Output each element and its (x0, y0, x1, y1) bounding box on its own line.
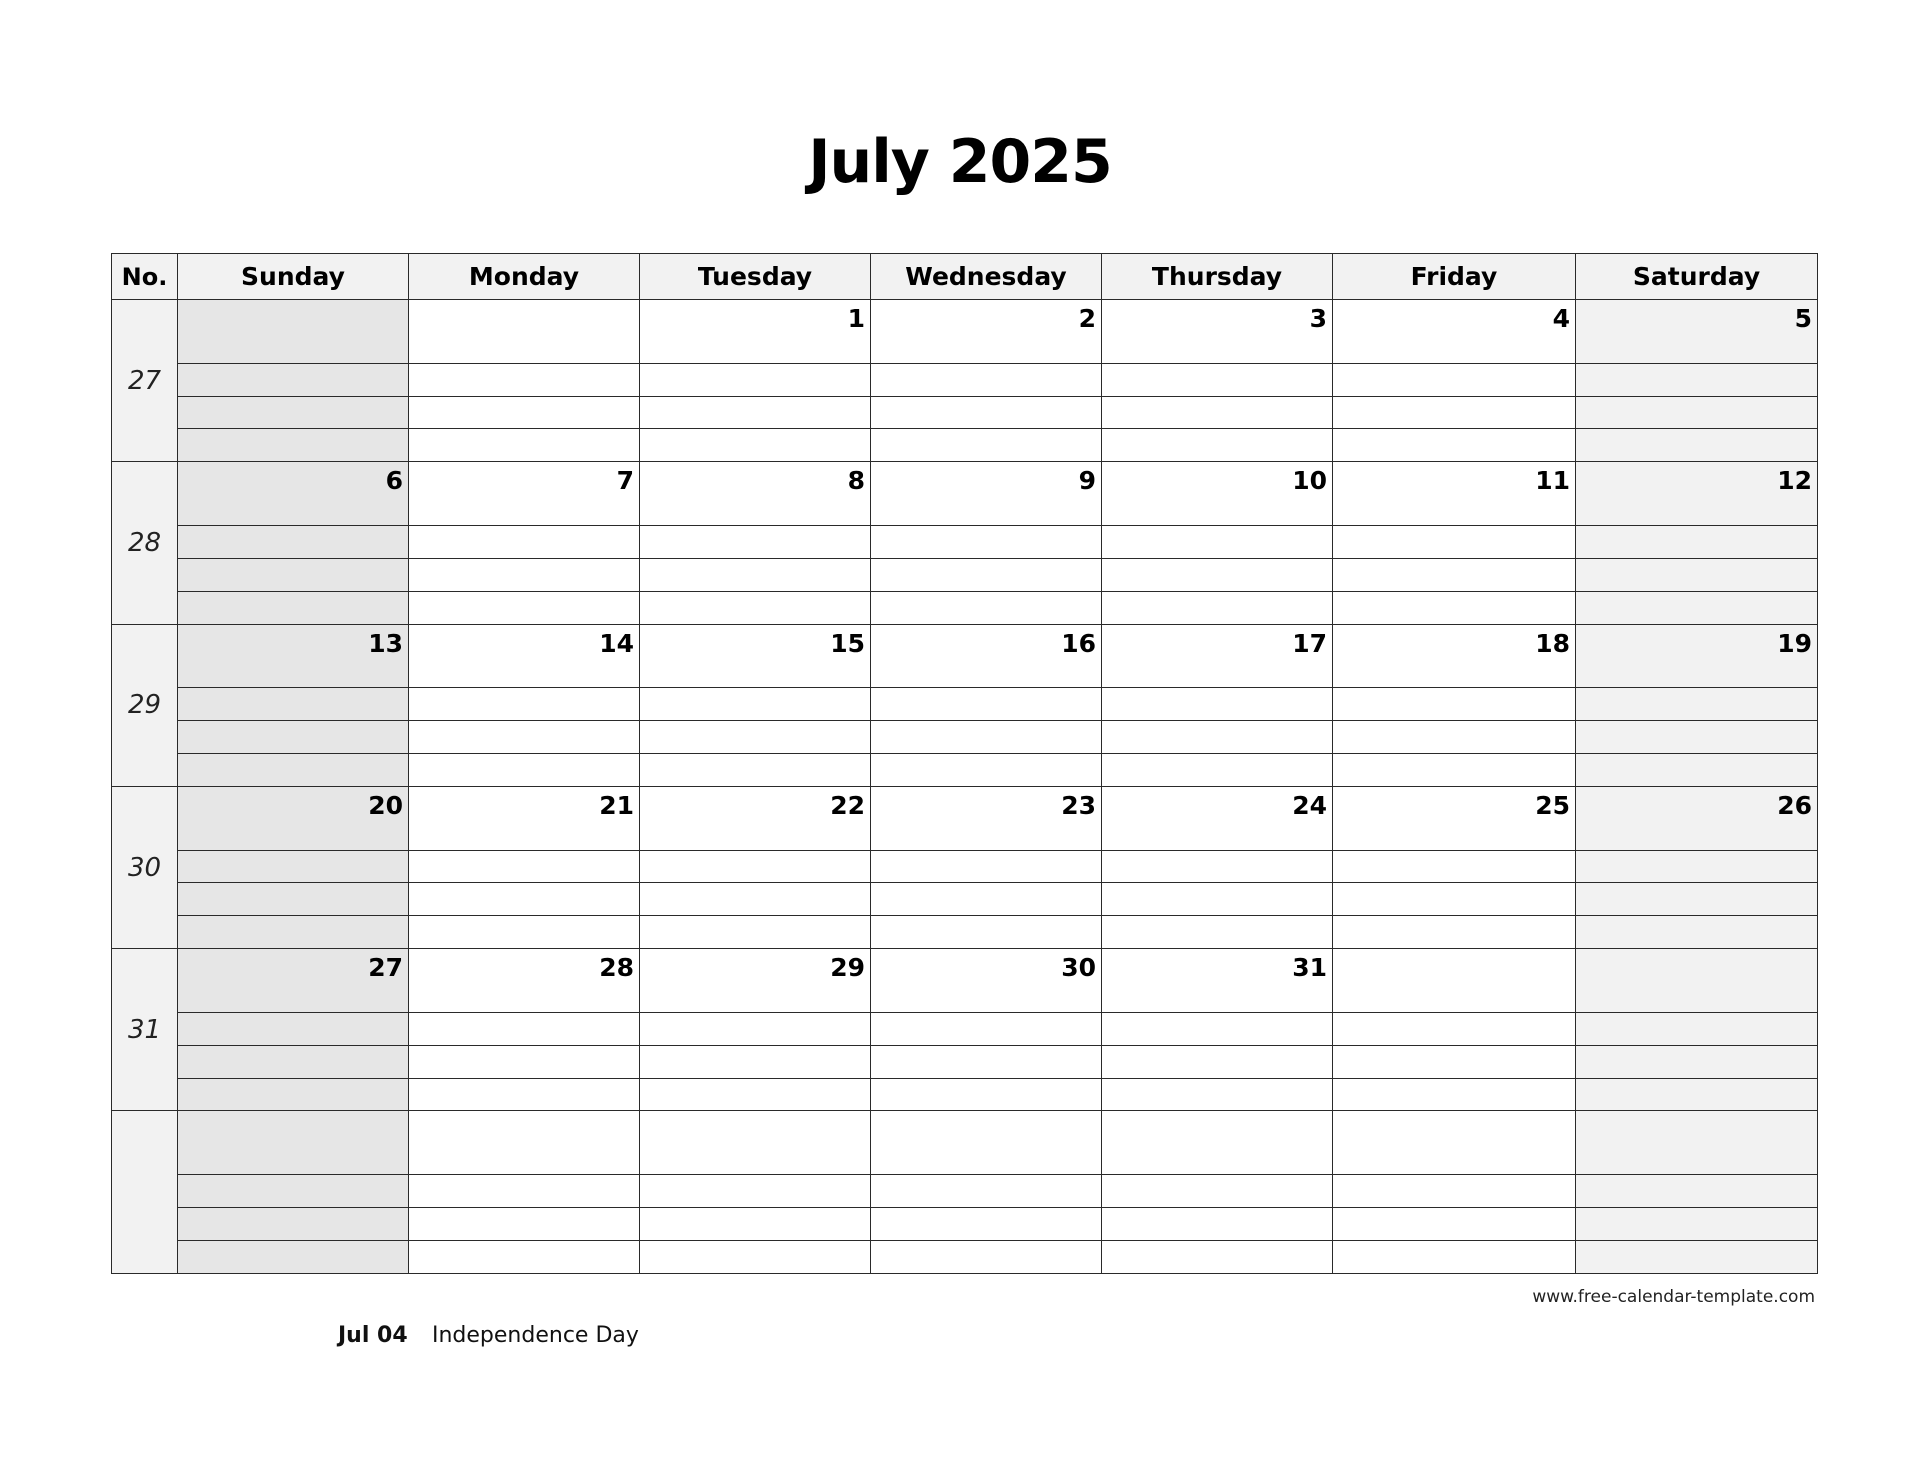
note-line[interactable] (178, 1175, 409, 1208)
day-cell-saturday[interactable]: 26 (1576, 786, 1818, 850)
note-line[interactable] (871, 558, 1102, 591)
note-line[interactable] (1333, 883, 1576, 916)
note-line[interactable] (178, 916, 409, 949)
day-cell-friday[interactable]: 4 (1333, 300, 1576, 364)
note-line[interactable] (871, 1208, 1102, 1241)
note-line[interactable] (871, 1175, 1102, 1208)
note-line[interactable] (640, 363, 871, 396)
day-cell-friday[interactable] (1333, 949, 1576, 1013)
week-row (112, 300, 1818, 364)
day-cell-saturday[interactable] (1576, 949, 1818, 1013)
note-line[interactable] (1576, 526, 1818, 559)
note-line[interactable] (178, 1078, 409, 1111)
note-line-row (112, 1045, 1818, 1078)
day-cell-thursday[interactable] (1102, 1111, 1333, 1175)
day-cell-friday[interactable]: 11 (1333, 462, 1576, 526)
note-line[interactable] (1333, 916, 1576, 949)
note-line[interactable] (409, 1012, 640, 1045)
holiday-name: Independence Day (432, 1323, 639, 1348)
day-cell-saturday[interactable]: 19 (1576, 624, 1818, 688)
note-line[interactable] (1576, 396, 1818, 429)
note-line[interactable] (1576, 429, 1818, 462)
day-cell-wednesday[interactable]: 30 (871, 949, 1102, 1013)
day-cell-wednesday[interactable]: 16 (871, 624, 1102, 688)
header-monday: Monday (409, 254, 640, 300)
header-friday: Friday (1333, 254, 1576, 300)
day-cell-thursday[interactable]: 31 (1102, 949, 1333, 1013)
note-line[interactable] (1576, 1175, 1818, 1208)
day-cell-monday[interactable]: 21 (409, 786, 640, 850)
note-line[interactable] (640, 1240, 871, 1273)
note-line[interactable] (178, 526, 409, 559)
note-line[interactable] (871, 850, 1102, 883)
website-url: www.free-calendar-template.com (1532, 1287, 1815, 1307)
note-line[interactable] (1102, 1175, 1333, 1208)
note-line[interactable] (1333, 1208, 1576, 1241)
day-cell-tuesday[interactable]: 22 (640, 786, 871, 850)
note-line[interactable] (178, 1012, 409, 1045)
day-cell-monday[interactable] (409, 1111, 640, 1175)
day-cell-tuesday[interactable]: 15 (640, 624, 871, 688)
week-row (112, 624, 1818, 688)
note-line[interactable] (640, 721, 871, 754)
note-line[interactable] (871, 754, 1102, 787)
week-row (112, 1111, 1818, 1175)
note-line[interactable] (1102, 1078, 1333, 1111)
note-line-row (112, 850, 1818, 883)
day-cell-sunday[interactable] (178, 300, 409, 364)
note-line[interactable] (1333, 526, 1576, 559)
note-line[interactable] (640, 1208, 871, 1241)
note-line[interactable] (409, 591, 640, 624)
note-line-row (112, 558, 1818, 591)
header-wednesday: Wednesday (871, 254, 1102, 300)
note-line[interactable] (1102, 429, 1333, 462)
note-line-row (112, 1078, 1818, 1111)
note-line[interactable] (409, 363, 640, 396)
day-cell-sunday[interactable]: 6 (178, 462, 409, 526)
note-line[interactable] (640, 1175, 871, 1208)
note-line-row (112, 754, 1818, 787)
day-cell-sunday[interactable] (178, 1111, 409, 1175)
note-line[interactable] (640, 1078, 871, 1111)
note-line[interactable] (640, 916, 871, 949)
day-cell-friday[interactable] (1333, 1111, 1576, 1175)
note-line-row (112, 916, 1818, 949)
note-line-row (112, 526, 1818, 559)
note-line[interactable] (871, 1240, 1102, 1273)
note-line[interactable] (871, 721, 1102, 754)
day-cell-monday[interactable] (409, 300, 640, 364)
day-cell-monday[interactable]: 7 (409, 462, 640, 526)
day-cell-sunday[interactable]: 27 (178, 949, 409, 1013)
note-line[interactable] (640, 558, 871, 591)
week-number: 29 (112, 624, 178, 786)
note-line-row (112, 1240, 1818, 1273)
week-number: 31 (112, 949, 178, 1111)
day-cell-thursday[interactable]: 10 (1102, 462, 1333, 526)
note-line[interactable] (178, 850, 409, 883)
note-line[interactable] (1333, 1012, 1576, 1045)
note-line[interactable] (640, 1012, 871, 1045)
header-tuesday: Tuesday (640, 254, 871, 300)
day-cell-wednesday[interactable]: 23 (871, 786, 1102, 850)
calendar-title: July 2025 (808, 127, 1112, 197)
note-line[interactable] (1333, 721, 1576, 754)
note-line[interactable] (1102, 688, 1333, 721)
note-line[interactable] (640, 429, 871, 462)
note-line[interactable] (1333, 429, 1576, 462)
note-line[interactable] (409, 883, 640, 916)
note-line[interactable] (409, 916, 640, 949)
note-line[interactable] (1102, 850, 1333, 883)
note-line[interactable] (1576, 721, 1818, 754)
week-number: 28 (112, 462, 178, 624)
note-line[interactable] (1333, 1240, 1576, 1273)
note-line[interactable] (640, 396, 871, 429)
note-line[interactable] (409, 396, 640, 429)
note-line[interactable] (1333, 1175, 1576, 1208)
day-cell-friday[interactable]: 18 (1333, 624, 1576, 688)
day-cell-thursday[interactable]: 3 (1102, 300, 1333, 364)
note-line[interactable] (1333, 688, 1576, 721)
note-line[interactable] (1102, 883, 1333, 916)
note-line[interactable] (409, 1208, 640, 1241)
note-line[interactable] (640, 526, 871, 559)
note-line-row (112, 1012, 1818, 1045)
header-week-number: No. (112, 254, 178, 300)
note-line[interactable] (1576, 558, 1818, 591)
note-line-row (112, 1208, 1818, 1241)
note-line-row (112, 721, 1818, 754)
note-line[interactable] (640, 754, 871, 787)
note-line-row (112, 396, 1818, 429)
day-cell-sunday[interactable]: 13 (178, 624, 409, 688)
day-cell-tuesday[interactable]: 1 (640, 300, 871, 364)
week-number: 30 (112, 786, 178, 948)
day-cell-friday[interactable]: 25 (1333, 786, 1576, 850)
note-line[interactable] (409, 754, 640, 787)
day-cell-monday[interactable]: 14 (409, 624, 640, 688)
note-line[interactable] (1102, 1012, 1333, 1045)
note-line[interactable] (178, 429, 409, 462)
note-line[interactable] (409, 1078, 640, 1111)
note-line[interactable] (1102, 754, 1333, 787)
note-line[interactable] (409, 1045, 640, 1078)
note-line[interactable] (1102, 396, 1333, 429)
note-line[interactable] (1576, 1078, 1818, 1111)
header-row (112, 254, 1818, 300)
note-line[interactable] (640, 1045, 871, 1078)
note-line-row (112, 1175, 1818, 1208)
note-line[interactable] (409, 850, 640, 883)
note-line[interactable] (1333, 363, 1576, 396)
note-line[interactable] (871, 1045, 1102, 1078)
note-line[interactable] (178, 883, 409, 916)
header-saturday: Saturday (1576, 254, 1818, 300)
note-line[interactable] (178, 591, 409, 624)
week-row (112, 786, 1818, 850)
note-line[interactable] (409, 1175, 640, 1208)
note-line-row (112, 591, 1818, 624)
note-line[interactable] (178, 754, 409, 787)
note-line[interactable] (1576, 591, 1818, 624)
note-line[interactable] (1576, 850, 1818, 883)
note-line[interactable] (871, 916, 1102, 949)
day-cell-saturday[interactable]: 5 (1576, 300, 1818, 364)
note-line[interactable] (1333, 850, 1576, 883)
day-cell-monday[interactable]: 28 (409, 949, 640, 1013)
note-line[interactable] (178, 1208, 409, 1241)
note-line[interactable] (1333, 591, 1576, 624)
note-line-row (112, 429, 1818, 462)
note-line[interactable] (178, 1045, 409, 1078)
day-cell-wednesday[interactable]: 9 (871, 462, 1102, 526)
note-line[interactable] (871, 688, 1102, 721)
note-line[interactable] (1102, 1208, 1333, 1241)
header-thursday: Thursday (1102, 254, 1333, 300)
note-line[interactable] (178, 1240, 409, 1273)
note-line[interactable] (1576, 1240, 1818, 1273)
note-line[interactable] (871, 1078, 1102, 1111)
week-number (112, 1111, 178, 1274)
note-line[interactable] (871, 526, 1102, 559)
note-line[interactable] (1102, 363, 1333, 396)
note-line[interactable] (1333, 754, 1576, 787)
calendar-grid (111, 253, 1818, 1274)
note-line[interactable] (409, 526, 640, 559)
day-cell-saturday[interactable]: 12 (1576, 462, 1818, 526)
note-line[interactable] (409, 688, 640, 721)
note-line[interactable] (1102, 1240, 1333, 1273)
note-line[interactable] (871, 883, 1102, 916)
note-line-row (112, 363, 1818, 396)
note-line-row (112, 883, 1818, 916)
note-line[interactable] (1102, 526, 1333, 559)
note-line[interactable] (1102, 558, 1333, 591)
note-line[interactable] (1576, 363, 1818, 396)
note-line[interactable] (1576, 883, 1818, 916)
day-cell-tuesday[interactable]: 8 (640, 462, 871, 526)
note-line[interactable] (1576, 1045, 1818, 1078)
day-cell-wednesday[interactable] (871, 1111, 1102, 1175)
note-line[interactable] (871, 363, 1102, 396)
note-line-row (112, 688, 1818, 721)
note-line[interactable] (1333, 396, 1576, 429)
note-line[interactable] (409, 558, 640, 591)
note-line[interactable] (409, 1240, 640, 1273)
holiday-date: Jul 04 (338, 1323, 408, 1348)
note-line[interactable] (1102, 1045, 1333, 1078)
note-line[interactable] (178, 558, 409, 591)
note-line[interactable] (871, 396, 1102, 429)
note-line[interactable] (1576, 754, 1818, 787)
day-cell-saturday[interactable] (1576, 1111, 1818, 1175)
note-line[interactable] (640, 850, 871, 883)
week-number: 27 (112, 300, 178, 462)
note-line[interactable] (640, 883, 871, 916)
note-line[interactable] (640, 688, 871, 721)
note-line[interactable] (640, 591, 871, 624)
day-cell-tuesday[interactable]: 29 (640, 949, 871, 1013)
note-line[interactable] (1102, 916, 1333, 949)
day-cell-tuesday[interactable] (640, 1111, 871, 1175)
day-cell-thursday[interactable]: 17 (1102, 624, 1333, 688)
note-line[interactable] (178, 688, 409, 721)
note-line[interactable] (1102, 591, 1333, 624)
note-line[interactable] (1576, 688, 1818, 721)
header-sunday: Sunday (178, 254, 409, 300)
note-line[interactable] (178, 396, 409, 429)
note-line[interactable] (1333, 1078, 1576, 1111)
note-line[interactable] (1576, 1012, 1818, 1045)
note-line[interactable] (871, 1012, 1102, 1045)
note-line[interactable] (178, 721, 409, 754)
note-line[interactable] (1576, 916, 1818, 949)
day-cell-sunday[interactable]: 20 (178, 786, 409, 850)
note-line[interactable] (1333, 1045, 1576, 1078)
note-line[interactable] (409, 721, 640, 754)
note-line[interactable] (1576, 1208, 1818, 1241)
note-line[interactable] (1333, 558, 1576, 591)
week-row (112, 949, 1818, 1013)
note-line[interactable] (1102, 721, 1333, 754)
week-row (112, 462, 1818, 526)
note-line[interactable] (871, 429, 1102, 462)
note-line[interactable] (178, 363, 409, 396)
note-line[interactable] (409, 429, 640, 462)
note-line[interactable] (871, 591, 1102, 624)
day-cell-thursday[interactable]: 24 (1102, 786, 1333, 850)
day-cell-wednesday[interactable]: 2 (871, 300, 1102, 364)
